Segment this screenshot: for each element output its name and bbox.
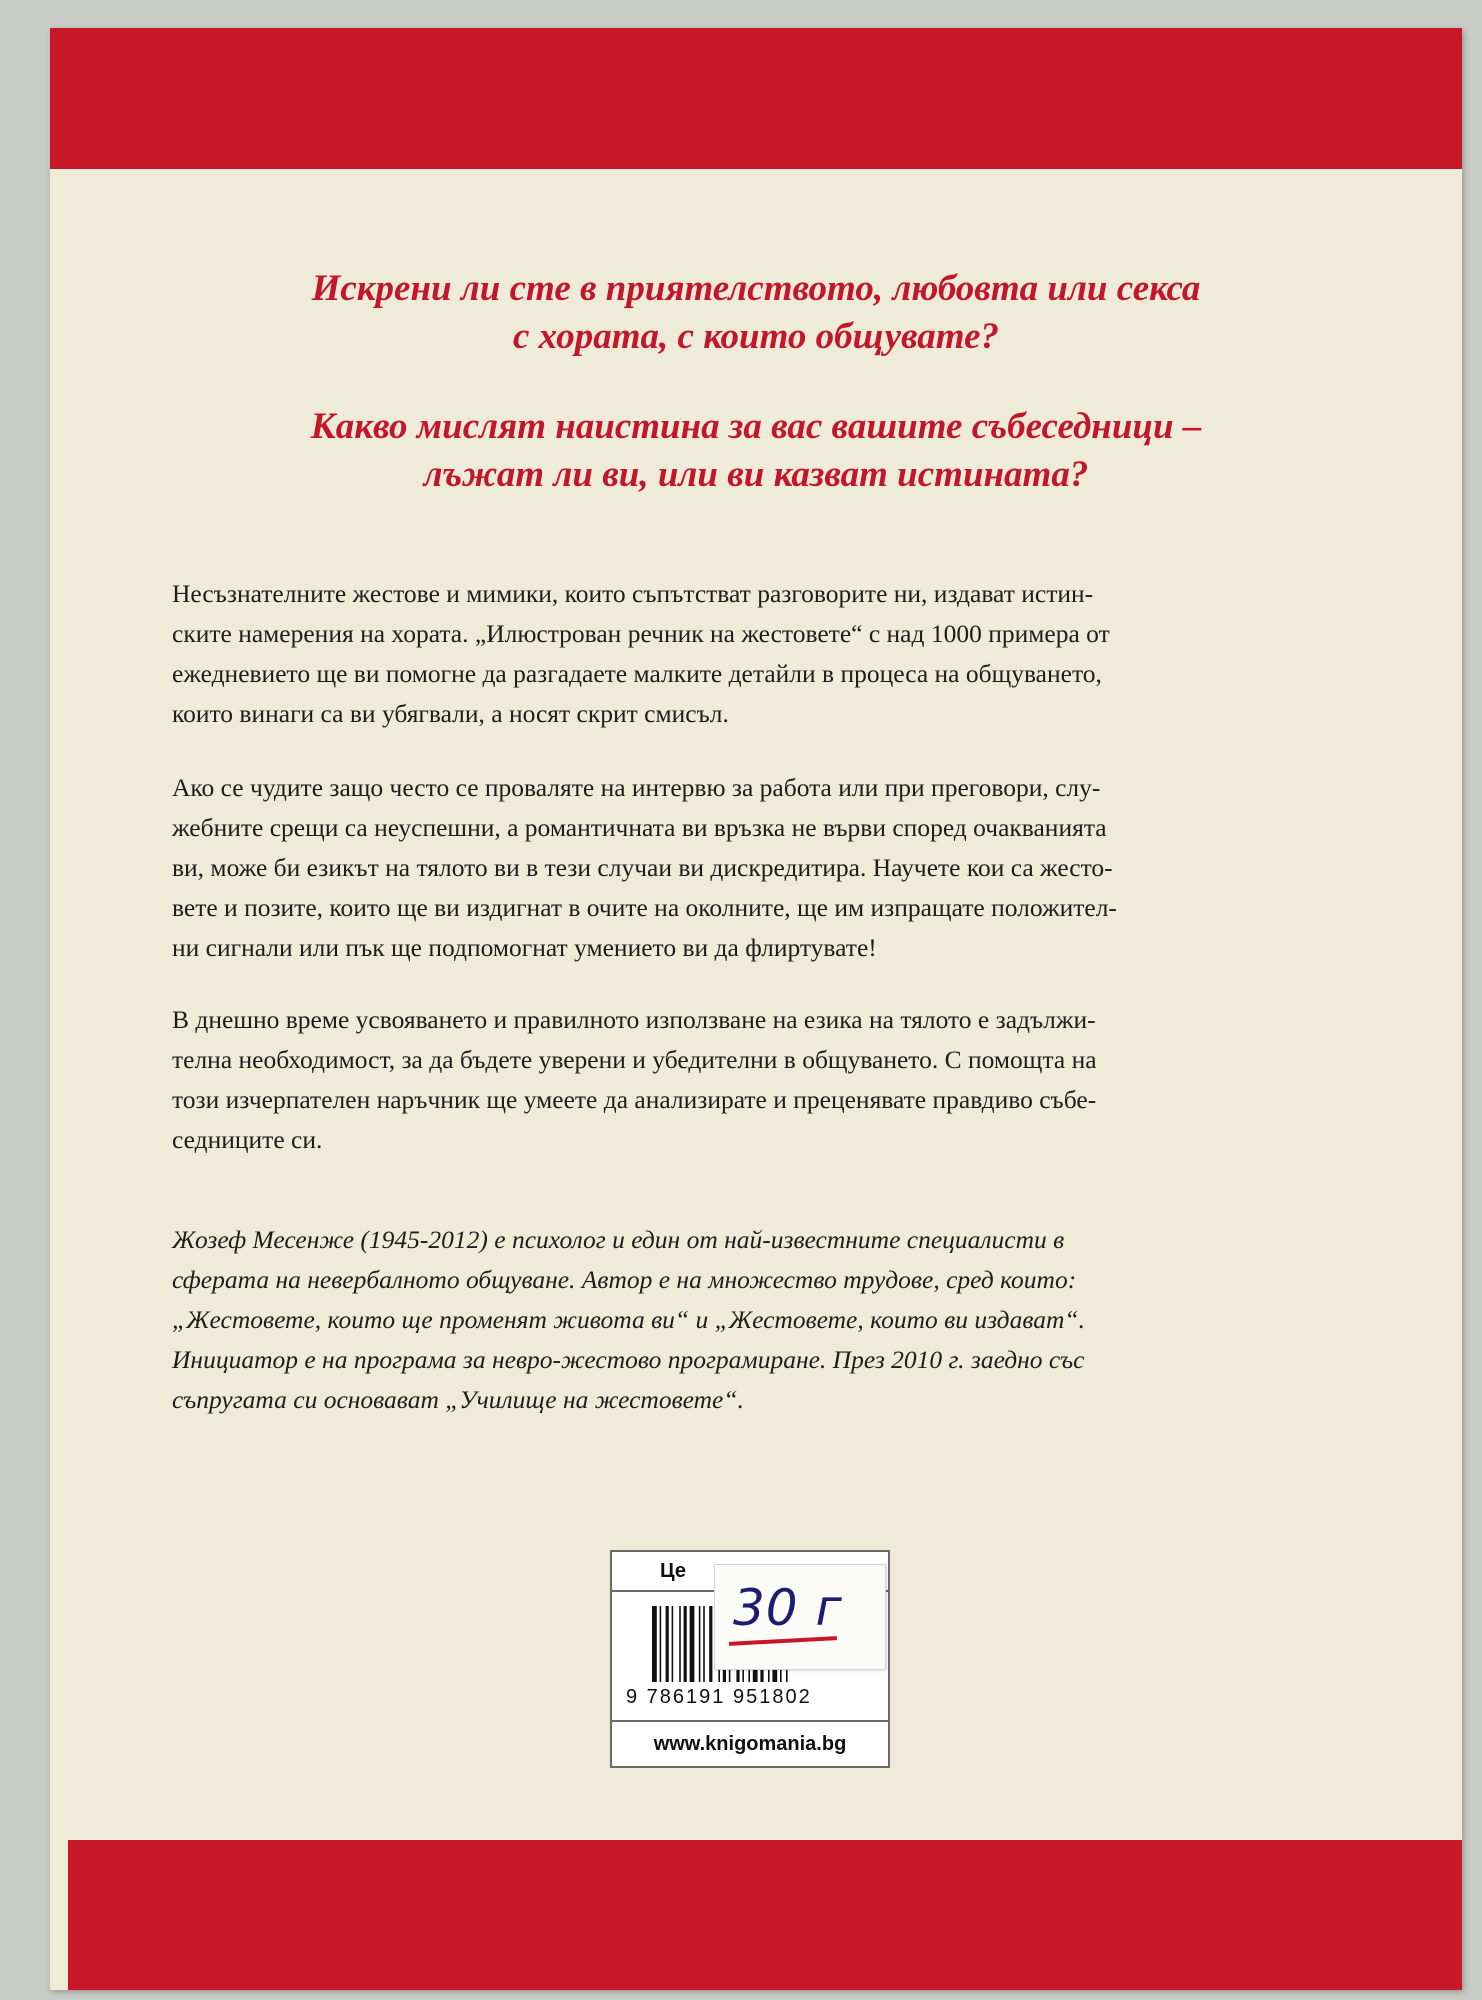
text-line: ни сигнали или пък ще подпомогнат умението ви да флиртувате! bbox=[172, 933, 877, 962]
text-line: седниците си. bbox=[172, 1125, 323, 1154]
tagline-question-1 bbox=[50, 265, 1462, 361]
barcode-bar bbox=[709, 1606, 712, 1682]
tagline-line: Какво мислят наистина за вас вашите събеседници – bbox=[310, 406, 1202, 447]
price-underline bbox=[729, 1636, 837, 1646]
barcode-bar bbox=[699, 1606, 701, 1682]
author-bio bbox=[172, 1220, 1332, 1420]
barcode-bar bbox=[690, 1606, 695, 1682]
text-line: Несъзнателните жестове и мимики, които съпътстват разговорите ни, издават истин- bbox=[172, 579, 1094, 608]
text-line: сферата на невербалното общуване. Автор е на множество трудове, сред които: bbox=[172, 1265, 1077, 1294]
text-line: „Жестовете, които ще променят живота ви“ и „Жестовете, които ви издават“. bbox=[172, 1305, 1085, 1334]
barcode-bar bbox=[652, 1606, 657, 1682]
tagline-line: с хората, с които общувате? bbox=[512, 316, 999, 357]
price-sticker bbox=[714, 1564, 886, 1670]
text-line: ви, може би езикът на тялото ви в тези случаи ви дискредитира. Научете кои са жесто- bbox=[172, 853, 1113, 882]
tagline-line: Искрени ли сте в приятелството, любовта или секса bbox=[311, 268, 1201, 309]
text-line: вете и позите, които ще ви издигнат в очите на околните, ще им изпращате положител- bbox=[172, 893, 1117, 922]
isbn-number: 9 786191 951802 bbox=[626, 1686, 812, 1708]
description-paragraph-3 bbox=[172, 1000, 1332, 1160]
handwritten-price: 30 г bbox=[733, 1579, 843, 1637]
description-paragraph-1 bbox=[172, 574, 1332, 734]
text-line: Инициатор е на програма за невро-жестово програмиране. През 2010 г. заедно със bbox=[172, 1345, 1085, 1374]
text-line: ежедневието ще ви помогне да разгадаете малките детайли в процеса на общуването, bbox=[172, 659, 1102, 688]
barcode-bar bbox=[672, 1606, 674, 1682]
bottom-red-band bbox=[68, 1840, 1462, 1990]
text-line: ските намерения на хората. „Илюстрован речник на жестовете“ с над 1000 примера от bbox=[172, 619, 1110, 648]
barcode-bar bbox=[666, 1606, 669, 1682]
text-line: телна необходимост, за да бъдете уверени и убедителни в общуването. С помощта на bbox=[172, 1045, 1097, 1074]
price-row: Це bbox=[612, 1552, 888, 1592]
tagline-line: лъжат ли ви, или ви казват истината? bbox=[423, 454, 1089, 495]
barcode-bar bbox=[684, 1606, 687, 1682]
barcode-bar bbox=[679, 1606, 681, 1682]
text-line: В днешно време усвояването и правилното използване на езика на тялото е задължи- bbox=[172, 1005, 1096, 1034]
top-red-band bbox=[50, 28, 1462, 169]
text-line: съпругата си основават „Училище на жестовете“. bbox=[172, 1385, 744, 1414]
text-line: които винаги са ви убягвали, а носят скрит смисъл. bbox=[172, 699, 729, 728]
barcode-label bbox=[610, 1550, 890, 1768]
text-line: жебните срещи са неуспешни, а романтичната ви връзка не върви според очакванията bbox=[172, 813, 1107, 842]
publisher-website: www.knigomania.bg bbox=[612, 1720, 888, 1768]
barcode-bar bbox=[703, 1606, 705, 1682]
text-line: Жозеф Месенже (1945-2012) е психолог и един от най-известните специалисти в bbox=[172, 1225, 1065, 1254]
text-line: този изчерпателен наръчник ще умеете да анализирате и преценявате правдиво събе- bbox=[172, 1085, 1097, 1114]
book-back-cover bbox=[50, 28, 1462, 1990]
tagline-question-2 bbox=[50, 403, 1462, 499]
text-line: Ако се чудите защо често се проваляте на интервю за работа или при преговори, слу- bbox=[172, 773, 1101, 802]
description-paragraph-2 bbox=[172, 768, 1332, 968]
barcode-bar bbox=[660, 1606, 662, 1682]
